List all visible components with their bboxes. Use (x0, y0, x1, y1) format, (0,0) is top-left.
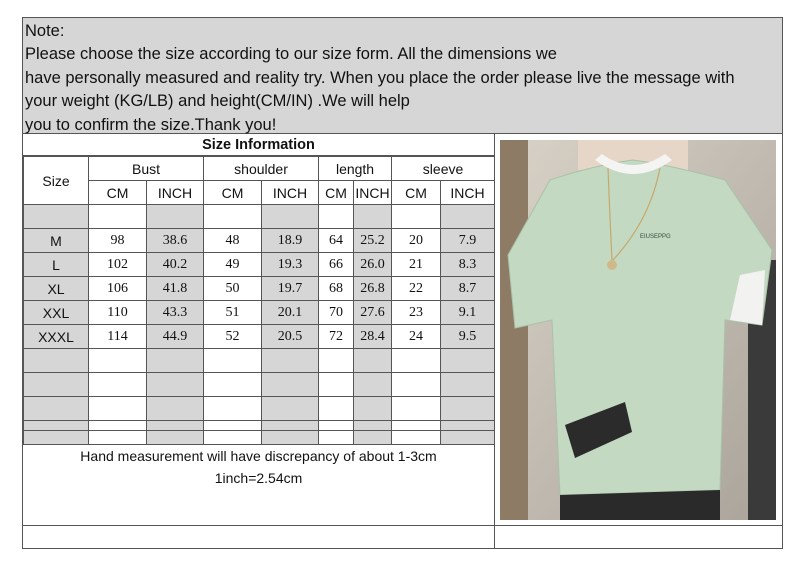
size-cell: L (24, 253, 89, 277)
unit-header: CM (89, 181, 147, 205)
table-row (24, 325, 495, 349)
measurement-cell: 20.1 (262, 301, 319, 325)
size-cell: XXXL (24, 325, 89, 349)
measurement-cell: 98 (89, 229, 147, 253)
tshirt-model-illustration (500, 140, 776, 520)
table-row (24, 277, 495, 301)
table-row (24, 301, 495, 325)
unit-header: CM (319, 181, 354, 205)
size-column-header: Size (24, 157, 89, 205)
measurement-cell: 22 (392, 277, 441, 301)
measurement-cell: 20.5 (262, 325, 319, 349)
note-line: Note: (25, 22, 65, 40)
measurement-cell: 51 (204, 301, 262, 325)
measurement-cell: 66 (319, 253, 354, 277)
measurement-cell: 44.9 (147, 325, 204, 349)
measurement-cell: 110 (89, 301, 147, 325)
size-table-title: Size Information (23, 134, 494, 156)
measurement-cell: 19.3 (262, 253, 319, 277)
size-table (23, 156, 495, 445)
measurement-cell: 72 (319, 325, 354, 349)
unit-header: INCH (354, 181, 392, 205)
note-section (23, 18, 782, 134)
spacer-row (24, 205, 495, 229)
measurement-cell: 50 (204, 277, 262, 301)
group-header-bust: Bust (89, 157, 204, 181)
size-cell: XXL (24, 301, 89, 325)
measurement-cell: 7.9 (441, 229, 495, 253)
group-header-shoulder: shoulder (204, 157, 319, 181)
unit-header: INCH (441, 181, 495, 205)
empty-row (24, 397, 495, 421)
measurement-cell: 20 (392, 229, 441, 253)
conversion-note: 1inch=2.54cm (214, 470, 303, 486)
measurement-cell: 18.9 (262, 229, 319, 253)
size-cell: M (24, 229, 89, 253)
measurement-cell: 49 (204, 253, 262, 277)
measurement-cell: 48 (204, 229, 262, 253)
note-line: you to confirm the size.Thank you! (25, 115, 277, 134)
measurement-cell: 64 (319, 229, 354, 253)
note-line: your weight (KG/LB) and height(CM/IN) .We will help (25, 92, 410, 111)
measurement-cell: 26.0 (354, 253, 392, 277)
measurement-cell: 19.7 (262, 277, 319, 301)
measurement-cell: 106 (89, 277, 147, 301)
measurement-cell: 21 (392, 253, 441, 277)
table-row (24, 253, 495, 277)
measurement-cell: 27.6 (354, 301, 392, 325)
measurement-cell: 8.3 (441, 253, 495, 277)
empty-row (24, 349, 495, 373)
shirt-logo-text: EIUSEPPG (640, 234, 671, 240)
product-photo-panel (494, 134, 782, 525)
unit-header: CM (204, 181, 262, 205)
measurement-cell: 68 (319, 277, 354, 301)
measurement-cell: 41.8 (147, 277, 204, 301)
measurement-cell: 28.4 (354, 325, 392, 349)
measurement-cell: 40.2 (147, 253, 204, 277)
measurement-cell: 9.1 (441, 301, 495, 325)
size-chart-frame (22, 17, 783, 549)
table-row (24, 229, 495, 253)
size-table-panel (23, 134, 494, 525)
note-line: Please choose the size according to our size form. All the dimensions we (25, 45, 557, 64)
unit-header: CM (392, 181, 441, 205)
measurement-cell: 52 (204, 325, 262, 349)
group-header-sleeve: sleeve (392, 157, 495, 181)
size-cell: XL (24, 277, 89, 301)
note-line: have personally measured and reality try. When you place the order please live the message with (25, 68, 735, 87)
product-photo (500, 140, 776, 520)
measurement-cell: 70 (319, 301, 354, 325)
measurement-cell: 25.2 (354, 229, 392, 253)
measurement-cell: 114 (89, 325, 147, 349)
empty-row (24, 373, 495, 397)
measurement-cell: 24 (392, 325, 441, 349)
measurement-cell: 26.8 (354, 277, 392, 301)
measurement-cell: 9.5 (441, 325, 495, 349)
measurement-cell: 38.6 (147, 229, 204, 253)
discrepancy-note: Hand measurement will have discrepancy of about 1-3cm (80, 448, 437, 464)
measurement-footer (23, 430, 494, 525)
measurement-cell: 23 (392, 301, 441, 325)
unit-header: INCH (262, 181, 319, 205)
bottom-empty-row (23, 525, 782, 548)
unit-header: INCH (147, 181, 204, 205)
measurement-cell: 102 (89, 253, 147, 277)
measurement-cell: 8.7 (441, 277, 495, 301)
group-header-length: length (319, 157, 392, 181)
measurement-cell: 43.3 (147, 301, 204, 325)
